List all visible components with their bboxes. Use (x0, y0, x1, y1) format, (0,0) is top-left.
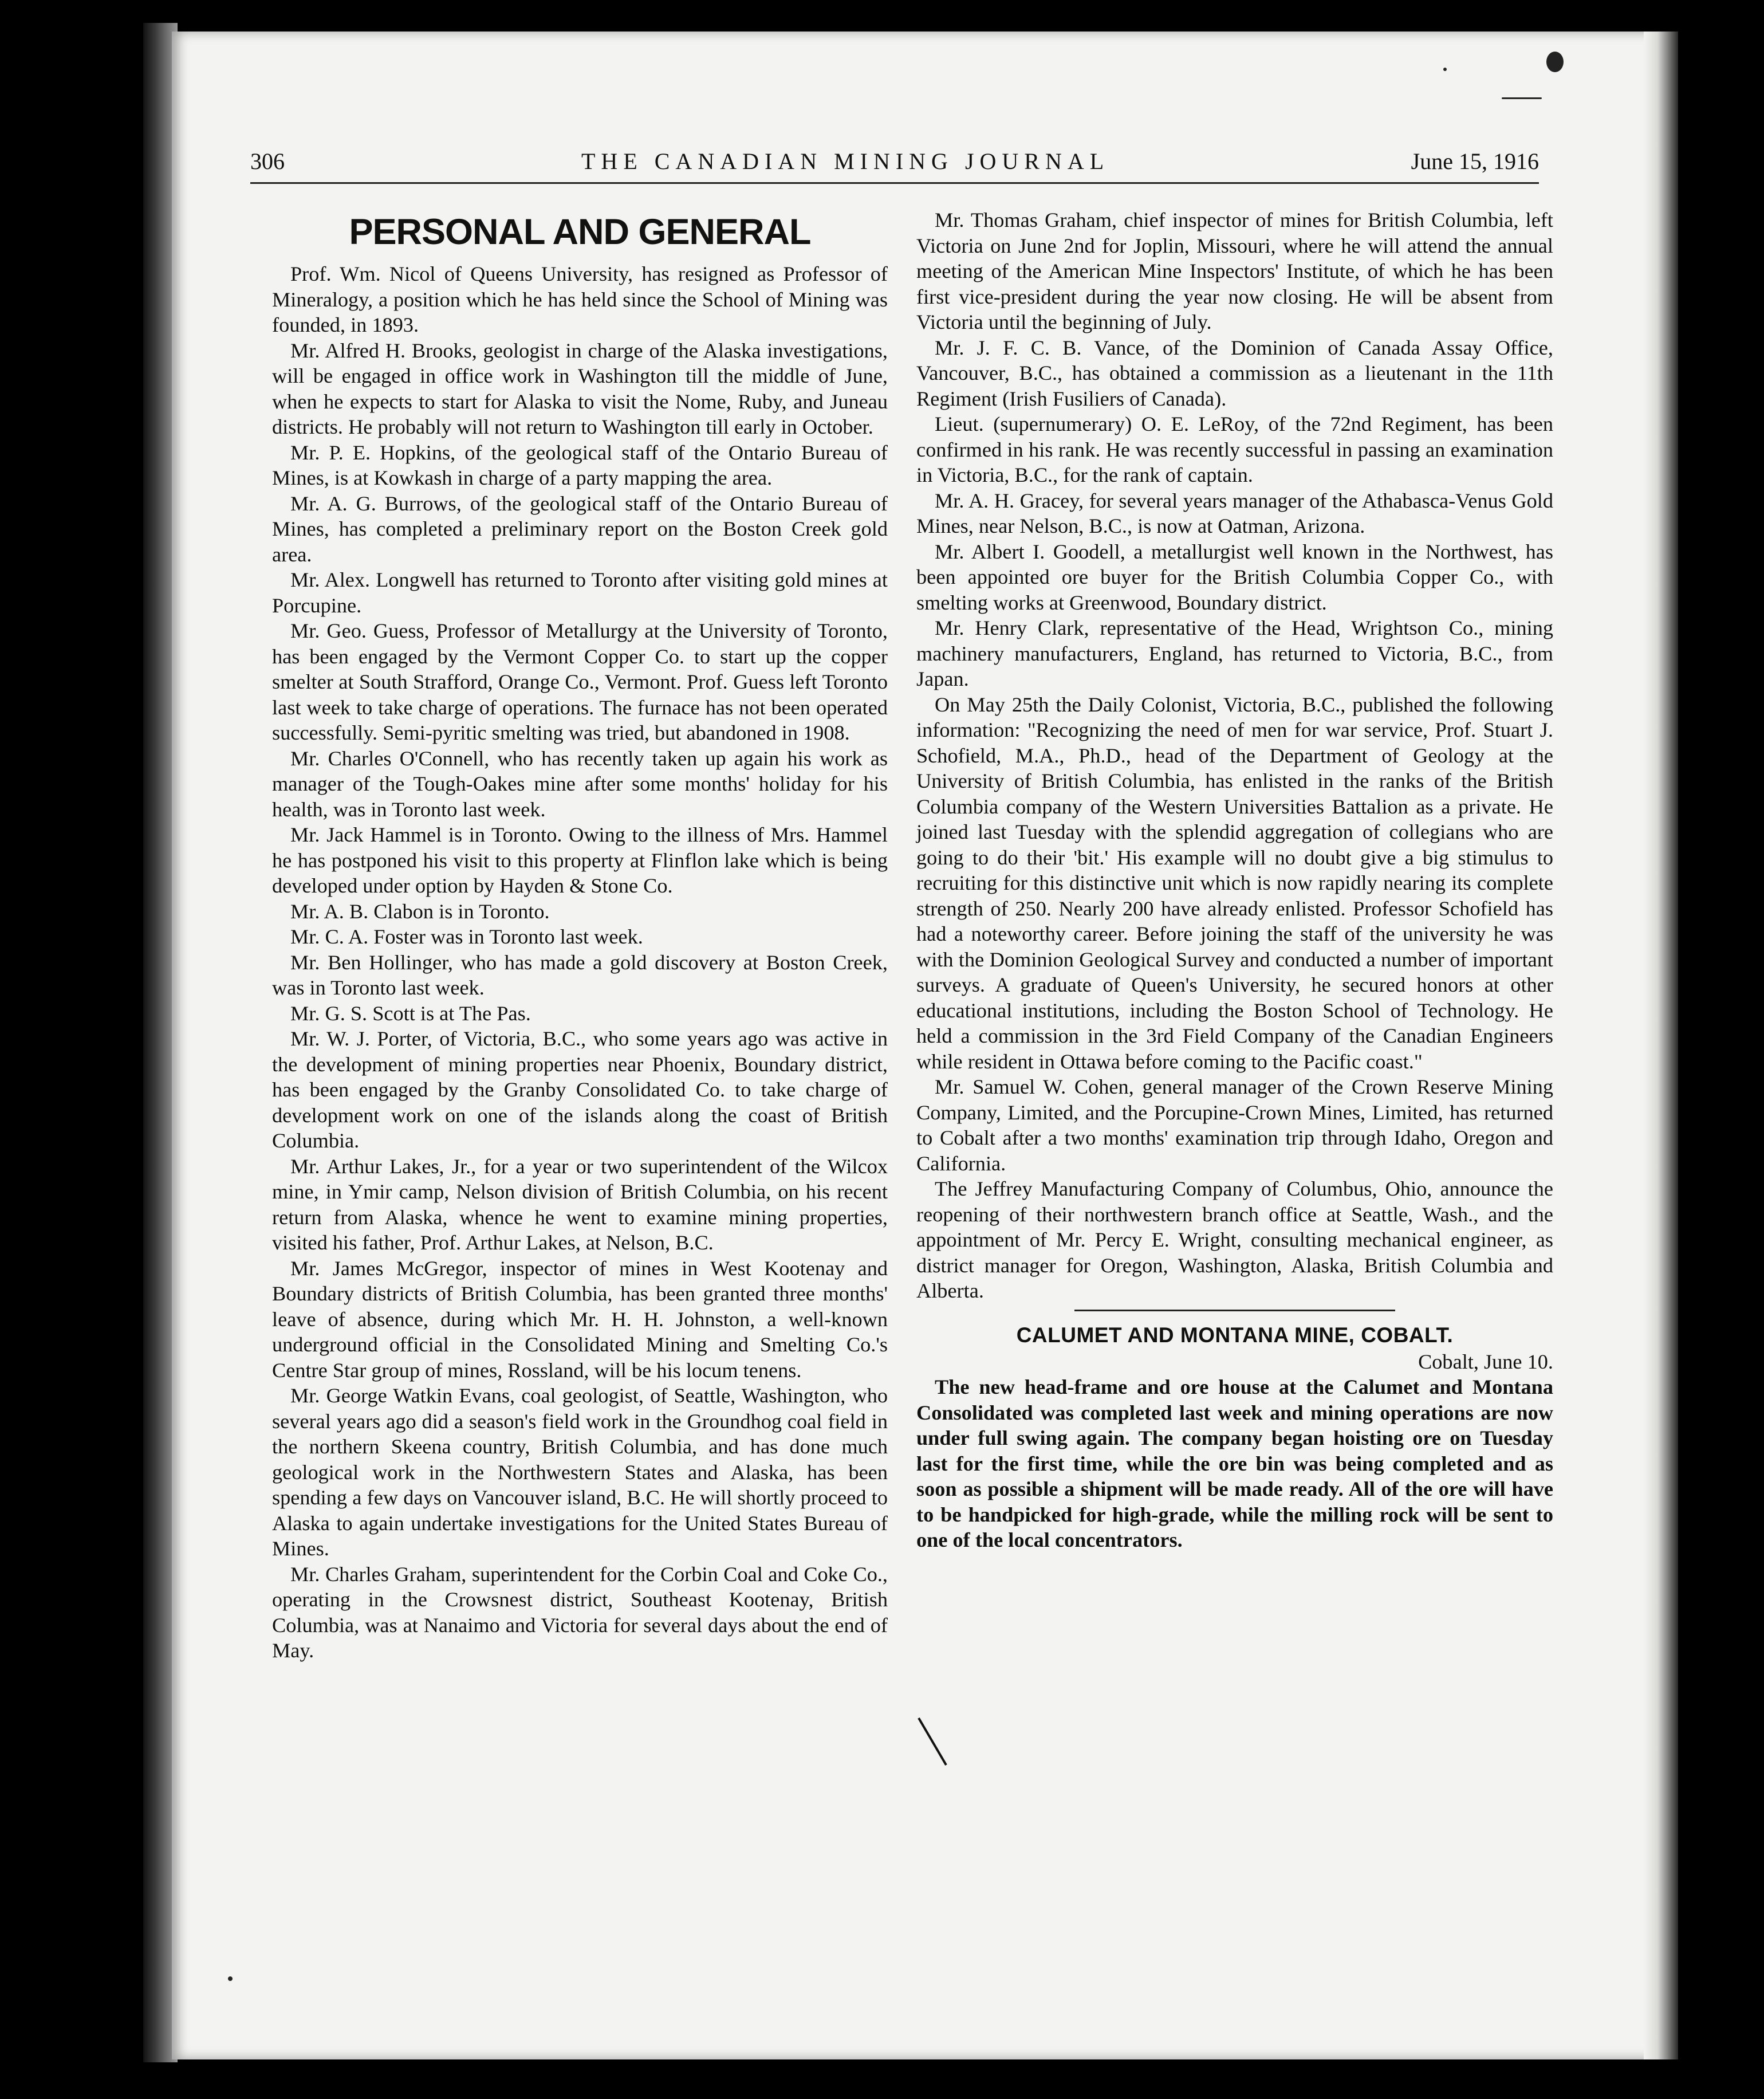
issue-date: June 15, 1916 (1411, 148, 1539, 174)
news-item: Mr. Charles O'Connell, who has recently taken up again his work as manager of the Tough-Oakes mine after some months' holiday for his health, was in Toronto last week. (272, 746, 888, 821)
news-item: The Jeffrey Manufacturing Company of Columbus, Ohio, announce the reopening of their northwestern branch office at Seattle, Wash., and the appointment of Mr. Percy E. Wright, consulting mechanical engineer, as district manager for Oregon, Washington, Alaska, British Columbia and Alberta. (916, 1177, 1553, 1302)
ink-speck (1443, 68, 1447, 71)
news-item: Mr. C. A. Foster was in Toronto last week. (290, 925, 643, 948)
news-item: Mr. Alex. Longwell has returned to Toronto after visiting gold mines at Porcupine. (272, 568, 888, 617)
news-item: Mr. J. F. C. B. Vance, of the Dominion of Canada Assay Office, Vancouver, B.C., has obtained a commission as a lieutenant in the 11th Regiment (Irish Fusiliers of Canada). (916, 336, 1553, 410)
article-title: CALUMET AND MONTANA MINE, COBALT. (1016, 1323, 1454, 1347)
news-item: Lieut. (supernumerary) O. E. LeRoy, of the 72nd Regiment, has been confirmed in his rank. He was recently successful in passing an examination in Victoria, B.C., for the rank of captain. (916, 412, 1553, 486)
left-column (272, 206, 888, 1664)
news-item: Mr. W. J. Porter, of Victoria, B.C., who some years ago was active in the development of mining properties near Phoenix, Boundary district, has been engaged by the Granby Consolidated Co. to take charge of development work on one of the islands along the coast of British Columbia. (272, 1027, 888, 1152)
news-item: Mr. P. E. Hopkins, of the geological staff of the Ontario Bureau of Mines, is at Kowkash in charge of a party mapping the area. (272, 441, 888, 489)
news-item: Mr. Alfred H. Brooks, geologist in charge of the Alaska investigations, will be engaged in office work in Washington till the middle of June, when he expects to start for Alaska to visit the Nome, Ruby, and Juneau districts. He probably will not return to Washington till early in October. (272, 339, 888, 438)
news-item: Mr. G. S. Scott is at The Pas. (290, 1001, 531, 1025)
news-item: Mr. Charles Graham, superintendent for the Corbin Coal and Coke Co., operating in the Crowsnest district, Southeast Kootenay, British Columbia, was at Nanaimo and Victoria for several days about the end of May. (272, 1562, 888, 1662)
article-dateline: Cobalt, June 10. (1418, 1350, 1553, 1373)
news-item: Mr. Jack Hammel is in Toronto. Owing to the illness of Mrs. Hammel he has postponed his visit to this property at Flinflon lake which is being developed under option by Hayden & Stone Co. (272, 823, 888, 897)
section-title: PERSONAL AND GENERAL (349, 212, 811, 252)
news-item: Mr. Geo. Guess, Professor of Metallurgy at the University of Toronto, has been engaged by the Vermont Copper Co. to start up the copper smelter at South Strafford, Orange Co., Vermont. Prof. Guess left Toronto last week to take charge of operations. The furnace has not been operated successfully. Semi-pyritic smelting was tried, but abandoned in 1908. (272, 619, 888, 744)
publication-title: THE CANADIAN MINING JOURNAL (581, 148, 1110, 174)
news-item: Mr. George Watkin Evans, coal geologist, of Seattle, Washington, who several years ago did a season's field work in the Groundhog coal field in the northern Skeena country, British Columbia, and has done much geological work in the Northwestern States and Alaska, has been spending a few days on Vancouver island, B.C. He will shortly proceed to Alaska to again undertake investigations for the United States Bureau of Mines. (272, 1384, 888, 1560)
page-edge-shadow (1644, 32, 1678, 2059)
article-body: The new head-frame and ore house at the Calumet and Montana Consolidated was completed last week and mining operations are now under full swing again. The company began hoisting ore on Tuesday last for the first time, while the ore bin was being completed and as soon as possible a shipment will be made ready. All of the ore will have to be handpicked for high-grade, while the milling rock will be sent to one of the local concentrators. (916, 1375, 1553, 1551)
news-item: Mr. Ben Hollinger, who has made a gold discovery at Boston Creek, was in Toronto last week. (272, 950, 888, 999)
news-item: Mr. Henry Clark, representative of the Head, Wrightson Co., mining machinery manufacturers, England, has returned to Victoria, B.C., from Japan. (916, 616, 1553, 690)
news-item: Mr. James McGregor, inspector of mines in West Kootenay and Boundary districts of British Columbia, has been granted three months' leave of absence, during which Mr. H. H. Johnston, a well-known underground official in the Consolidated Mining and Smelting Co.'s Centre Star group of mines, Rossland, will be his locum tenens. (272, 1256, 888, 1382)
header-rule (250, 182, 1539, 184)
ink-speck (228, 1976, 233, 1981)
article-divider (1074, 1310, 1395, 1311)
right-column (916, 207, 1553, 1553)
news-item: On May 25th the Daily Colonist, Victoria, B.C., published the following information: "Recognizing the need of men for war service, Prof. Stuart J. Schofield, M.A., Ph.D., head of the Department of Geology at the University of British Columbia, has enlisted in the ranks of the British Columbia company of the Western Universities Battalion as a private. He joined last Tuesday with the splendid aggregation of collegians who are going to do their 'bit.' His example will no doubt give a big stimulus to recruiting for this distinctive unit which is now rapidly nearing its complete strength of 250. Nearly 200 have already enlisted. Professor Schofield has had a noteworthy career. Before joining the staff of the university he was with the Dominion Geological Survey and conducted a number of important surveys. A graduate of Queen's University, he secured honors at other educational institutions, including the Boston School of Technology. He held a commission in the 3rd Field Company of the Canadian Engineers while resident in Ottawa before coming to the Pacific coast." (916, 693, 1553, 1073)
page-header (250, 148, 1539, 182)
news-item: Mr. Samuel W. Cohen, general manager of the Crown Reserve Mining Company, Limited, and the Porcupine-Crown Mines, Limited, has returned to Cobalt after a two months' examination trip through Idaho, Oregon and California. (916, 1075, 1553, 1175)
ink-blot (1546, 52, 1564, 72)
news-item: Mr. Albert I. Goodell, a metallurgist well known in the Northwest, has been appointed ore buyer for the British Columbia Copper Co., with smelting works at Greenwood, Boundary district. (916, 540, 1553, 614)
news-item: Prof. Wm. Nicol of Queens University, has resigned as Professor of Mineralogy, a position which he has held since the School of Mining was founded, in 1893. (272, 262, 888, 336)
news-item: Mr. Arthur Lakes, Jr., for a year or two superintendent of the Wilcox mine, in Ymir camp, Nelson division of British Columbia, on his recent return from Alaska, whence he went to examine mining properties, visited his father, Prof. Arthur Lakes, at Nelson, B.C. (272, 1154, 888, 1254)
news-item: Mr. A. B. Clabon is in Toronto. (290, 899, 550, 923)
pencil-mark (1502, 97, 1542, 99)
news-item: Mr. A. H. Gracey, for several years manager of the Athabasca-Venus Gold Mines, near Nelson, B.C., is now at Oatman, Arizona. (916, 489, 1553, 537)
news-item: Mr. A. G. Burrows, of the geological staff of the Ontario Bureau of Mines, has completed a preliminary report on the Boston Creek gold area. (272, 492, 888, 566)
news-item: Mr. Thomas Graham, chief inspector of mines for British Columbia, left Victoria on June 2nd for Joplin, Missouri, where he will attend the annual meeting of the American Mine Inspectors' Institute, of which he has been first vice-president during the year now closing. He will be absent from Victoria until the beginning of July. (916, 209, 1553, 333)
margin-bracket-mark (912, 1716, 952, 1767)
page-number: 306 (250, 148, 285, 174)
